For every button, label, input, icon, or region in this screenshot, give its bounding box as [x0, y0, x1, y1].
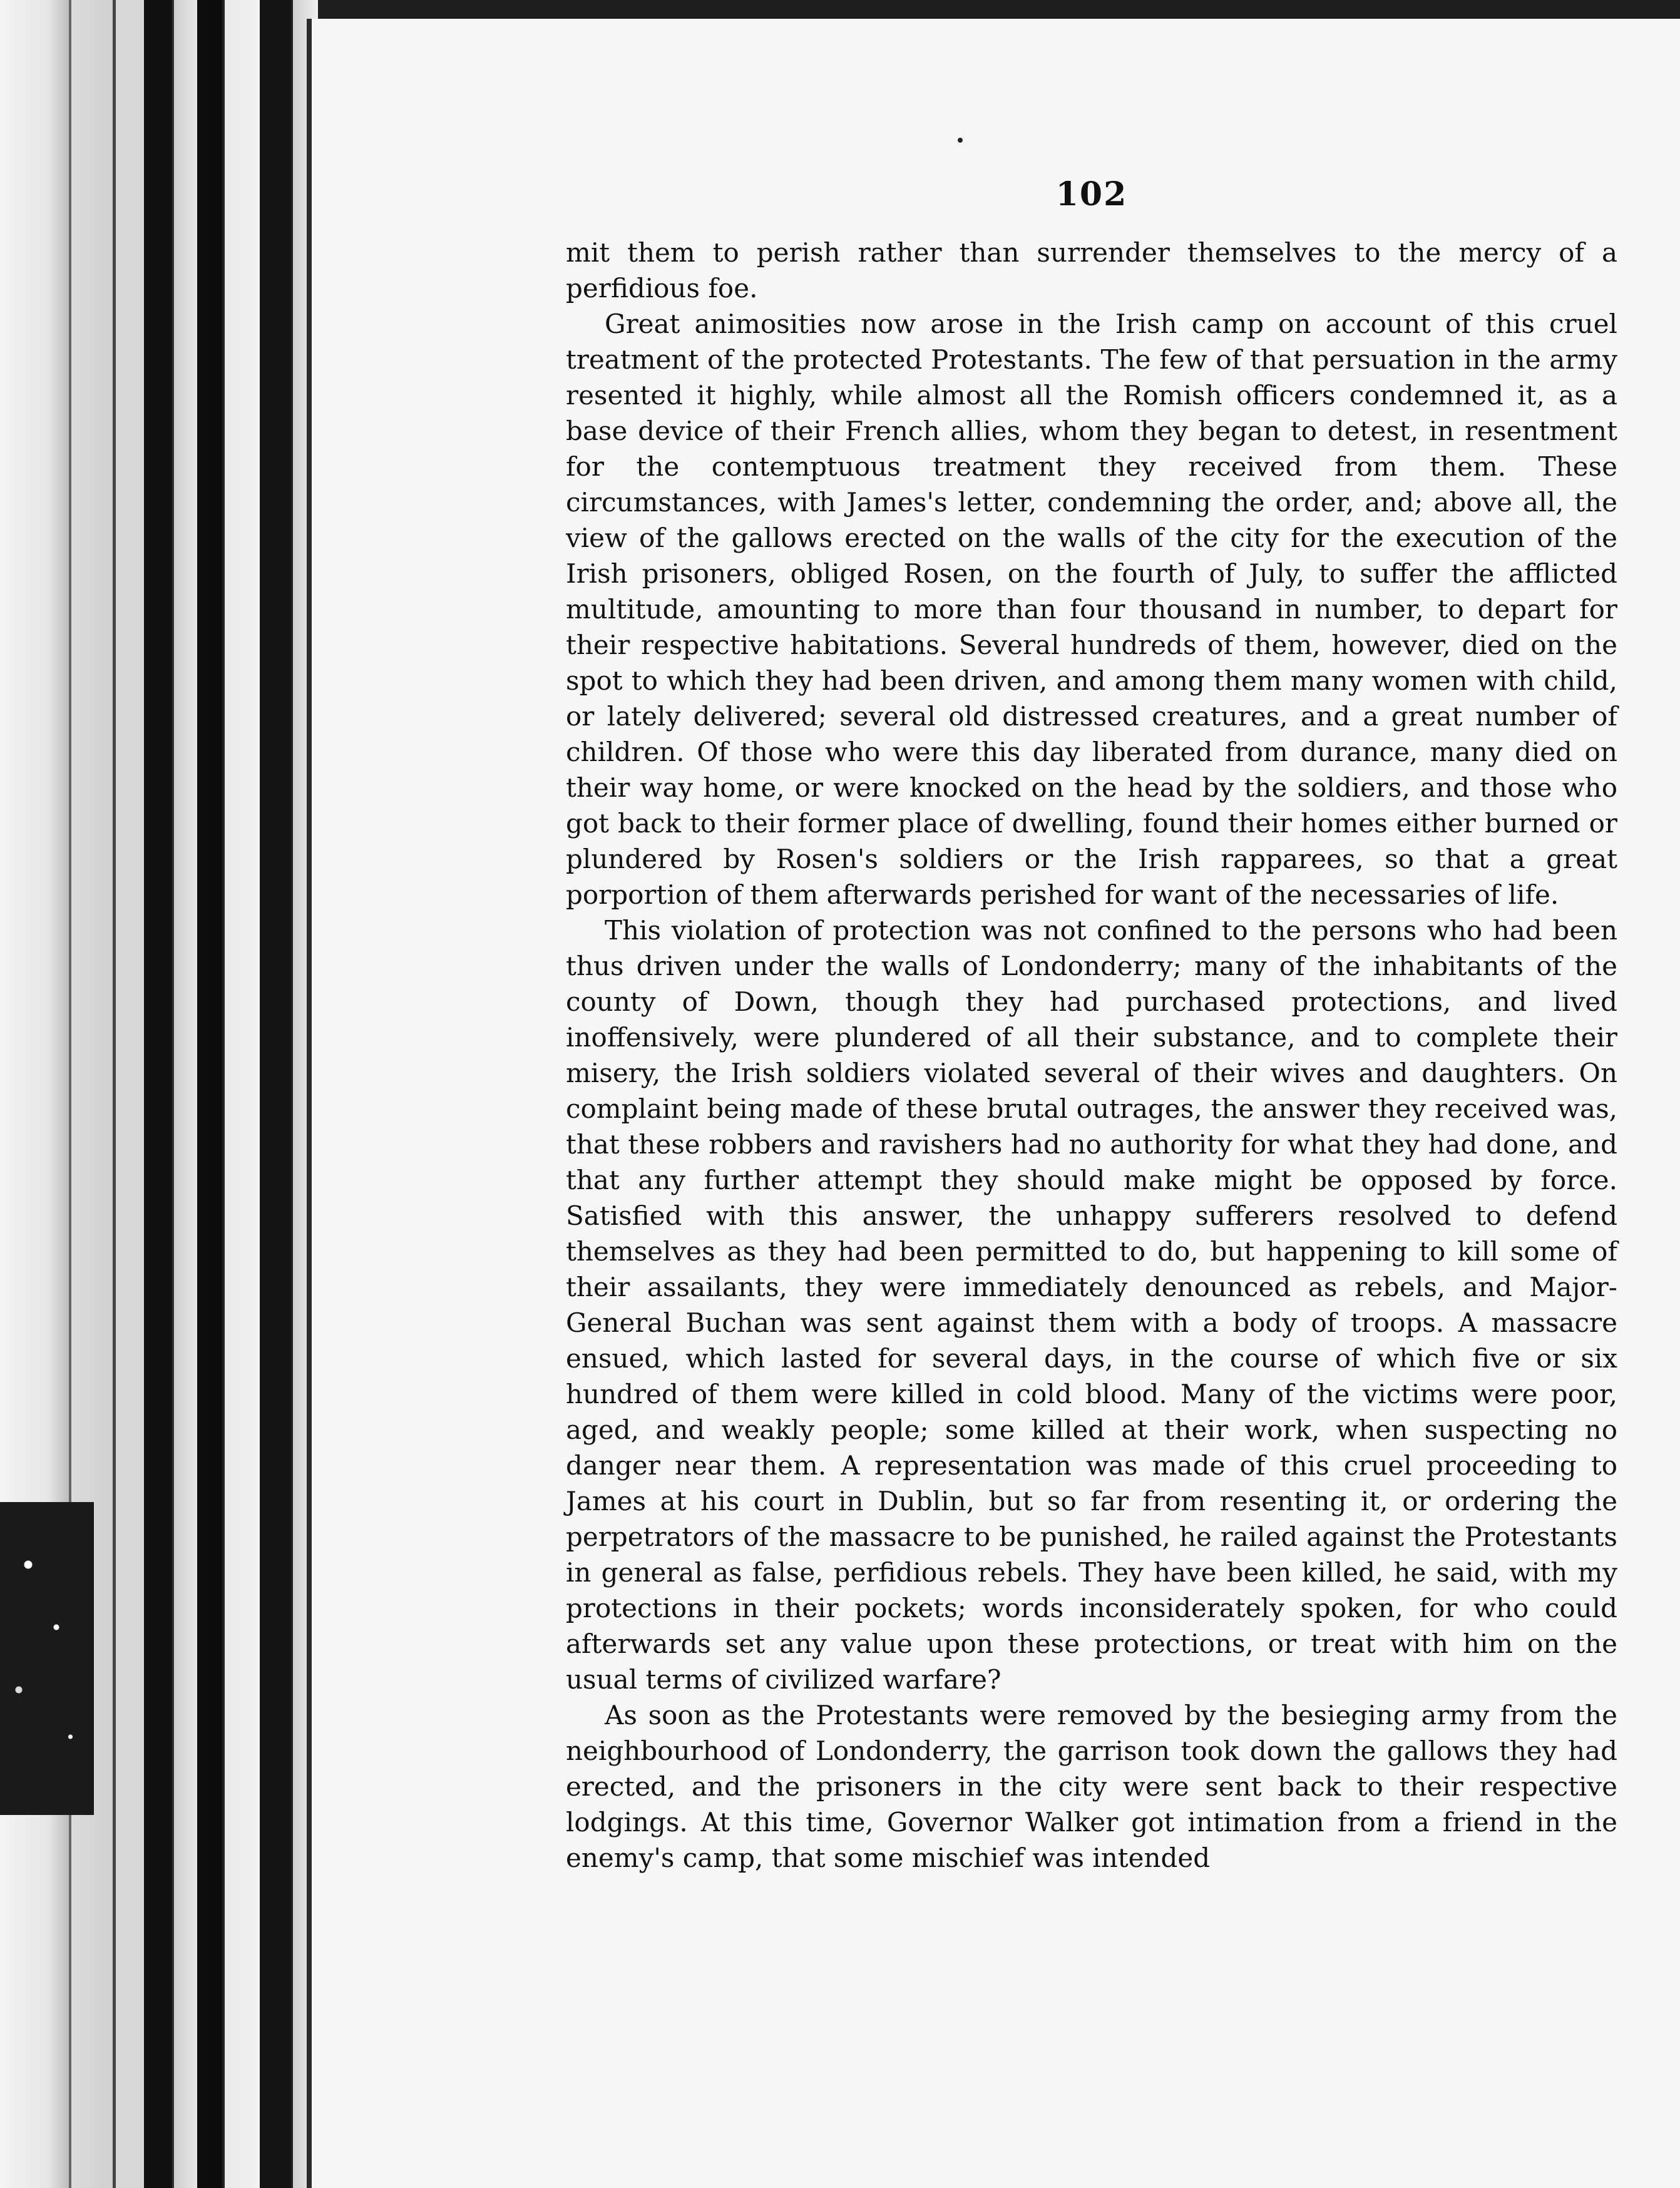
book-edge — [172, 0, 199, 2188]
book-edge — [197, 0, 222, 2188]
page — [307, 19, 1680, 2188]
book-edge — [144, 0, 172, 2188]
book-edge — [113, 0, 147, 2188]
paragraph: mit them to perish rather than surrender themselves to the mercy of a perfidious foe. — [566, 237, 1617, 304]
book-edge — [222, 0, 262, 2188]
book-edge — [69, 0, 115, 2188]
ink-dot — [958, 138, 963, 143]
page-body — [566, 175, 1617, 1876]
book-edge — [260, 0, 291, 2188]
paragraph: As soon as the Protestants were removed by the besieging army from the neighbourhood of Londonderry, the garrison took down the gallows they had erected, and the prisoners in the city were sent back to their respective lodgings. At this time, Governor Walker got intimation from a friend in the enemy's camp, that some mischief was intended — [566, 1700, 1617, 1873]
paragraph: Great animosities now arose in the Irish camp on account of this cruel treatment of the protected Protestants. The few of that persuation in the army resented it highly, while almost all the Romish officers condemned it, as a base device of their French allies, whom they began to detest, in resentment for the contemptuous treatment they received from them. These circumstances, with James's letter, condemning the order, and; above all, the view of the gallows erected on the walls of the city for the execution of the Irish prisoners, obliged Rosen, on the fourth of July, to suffer the afflicted multitude, amounting to more than four thousand in number, to depart for their respective habitations. Several hundreds of them, however, died on the spot to which they had been driven, and among them many women with child, or lately delivered; several old distressed creatures, and a great number of children. Of those who were this day liberated from durance, many died on their way home, or were knocked on the head by the soldiers, and those who got back to their former place of dwelling, found their homes either burned or plundered by Rosen's soldiers or the Irish rapparees, so that a great porportion of them afterwards perished for want of the necessaries of life. — [566, 309, 1617, 910]
scan-speckle — [0, 1502, 94, 1815]
page-number: 102 — [1055, 175, 1128, 213]
paragraph: This violation of protection was not confined to the persons who had been thus driven under the walls of Londonderry; many of the inhabitants of the county of Down, though they had purchased protections, and lived inoffensively, were plundered of all their substance, and to complete their misery, the Irish soldiers violated several of their wives and daughters. On complaint being made of these brutal outrages, the answer they received was, that these robbers and ravishers had no authority for what they had done, and that any further attempt they should make might be opposed by force. Satisfied with this answer, the unhappy sufferers resolved to defend themselves as they had been permitted to do, but happening to kill some of their assailants, they were immediately denounced as rebels, and Major-General Buchan was sent against them with a body of troops. A massacre ensued, which lasted for several days, in the course of which five or six hundred of them were killed in cold blood. Many of the victims were poor, aged, and weakly people; some killed at their work, when suspecting no danger near them. A representation was made of this cruel proceeding to James at his court in Dublin, but so far from resenting it, or ordering the perpetrators of the massacre to be punished, he railed against the Protestants in general as false, perfidious rebels. They have been killed, he said, with my protections in their pockets; words inconsiderately spoken, for who could afterwards set any value upon these protections, or treat with him on the usual terms of civilized warfare? — [566, 915, 1617, 1695]
book-edge — [0, 0, 69, 2188]
